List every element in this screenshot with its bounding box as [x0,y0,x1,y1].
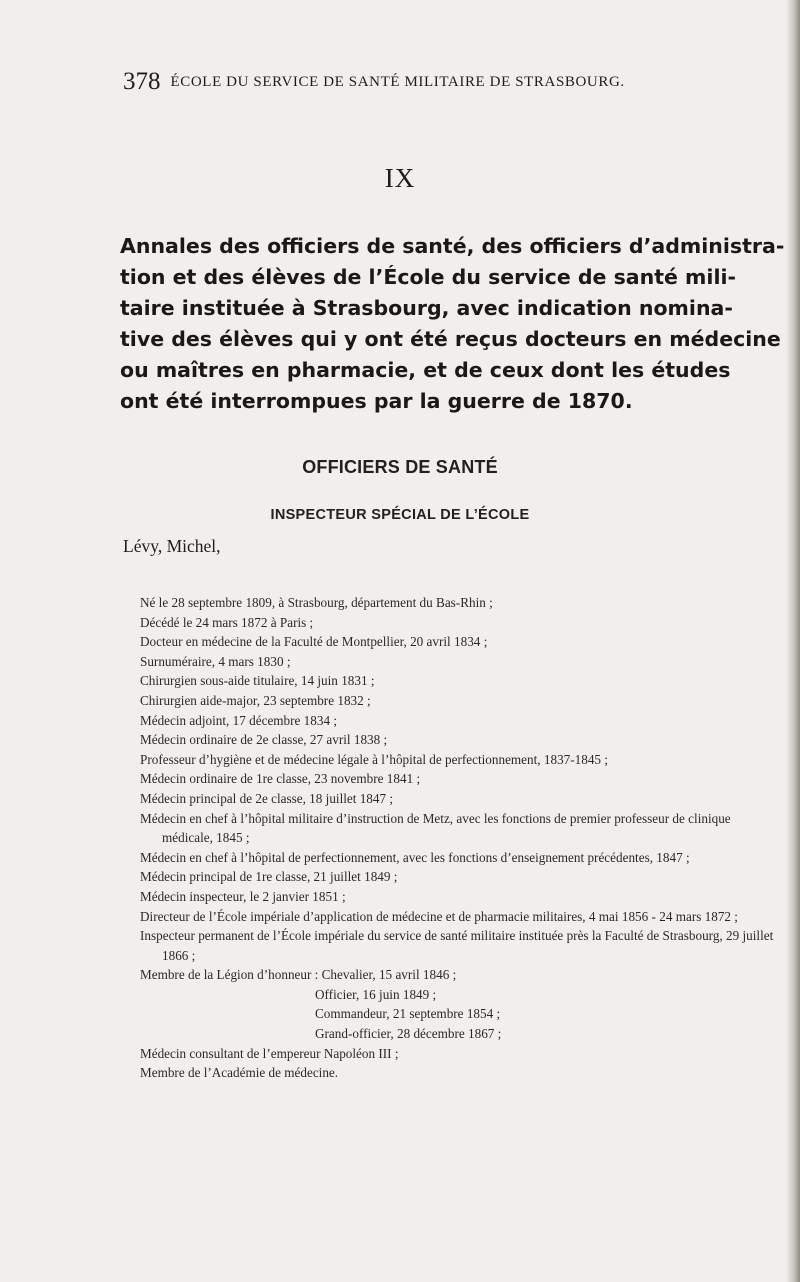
career-line: Décédé le 24 mars 1872 à Paris ; [140,614,314,630]
heading-line: tion et des élèves de l’École du service de santé mili- [120,265,737,289]
career-line: Chirurgien sous-aide titulaire, 14 juin 1831 ; [140,673,375,689]
career-line: Médecin en chef à l’hôpital de perfectionnement, avec les fonctions d’enseignement précédentes, 1847 ; [140,849,690,865]
career-line: Médecin principal de 1re classe, 21 juillet 1849 ; [140,869,398,885]
heading-line: ont été interrompues par la guerre de 1870. [120,389,633,413]
career-line: Membre de l’Académie de médecine. [140,1065,339,1081]
career-line: Médecin inspecteur, le 2 janvier 1851 ; [140,888,346,904]
career-line: Médecin ordinaire de 2e classe, 27 avril 1838 ; [140,732,388,748]
running-head-title: ÉCOLE DU SERVICE DE SANTÉ MILITAIRE DE STRASBOURG. [170,74,625,90]
section-heading [120,231,785,417]
career-line: Médecin ordinaire de 1re classe, 23 novembre 1841 ; [140,771,421,787]
career-line: Né le 28 septembre 1809, à Strasbourg, département du Bas-Rhin ; [140,595,493,610]
career-line: Commandeur, 21 septembre 1854 ; [315,1006,501,1022]
career-line: Directeur de l’École impériale d’application de médecine et de pharmacie militaires, 4 mai 1856 - 24 mars 1872 ; [140,908,738,924]
career-record [140,593,780,1083]
role-subheading: INSPECTEUR SPÉCIAL DE L’ÉCOLE [270,507,530,523]
page-edge-shadow [786,0,800,1282]
section-numeral: IX [384,163,416,193]
career-line: Médecin en chef à l’hôpital militaire d’instruction de Metz, avec les fonctions de premier professeur de clinique médicale, 1845 ; [140,810,731,846]
career-line: Grand-officier, 28 décembre 1867 ; [315,1026,502,1042]
heading-line: taire instituée à Strasbourg, avec indication nomina- [120,296,733,320]
running-head [123,68,763,96]
career-line: Médecin adjoint, 17 décembre 1834 ; [140,712,338,728]
career-line: Membre de la Légion d’honneur : Chevalier, 15 avril 1846 ; [140,967,457,983]
career-line: Médecin principal de 2e classe, 18 juillet 1847 ; [140,790,394,806]
heading-line: Annales des officiers de santé, des officiers d’administra- [120,234,785,258]
career-line: Docteur en médecine de la Faculté de Montpellier, 20 avril 1834 ; [140,634,488,650]
category-subheading: OFFICIERS DE SANTÉ [302,457,498,477]
career-line: Médecin consultant de l’empereur Napoléon III ; [140,1045,399,1061]
career-line: Inspecteur permanent de l’École impériale du service de santé militaire instituée près la Faculté de Strasbourg, 29 juillet 1866 ; [140,928,774,963]
career-line: Chirurgien aide-major, 23 septembre 1832 ; [140,692,371,708]
heading-line: ou maîtres en pharmacie, et de ceux dont les études [120,358,731,382]
career-line: Professeur d’hygiène et de médecine légale à l’hôpital de perfectionnement, 1837-1845 ; [140,751,608,767]
page-number: 378 [123,68,161,95]
career-line: Surnuméraire, 4 mars 1830 ; [140,653,291,669]
career-line: Officier, 16 juin 1849 ; [315,986,437,1002]
person-name: Lévy, Michel, [123,536,221,556]
heading-line: tive des élèves qui y ont été reçus docteurs en médecine [120,327,781,351]
